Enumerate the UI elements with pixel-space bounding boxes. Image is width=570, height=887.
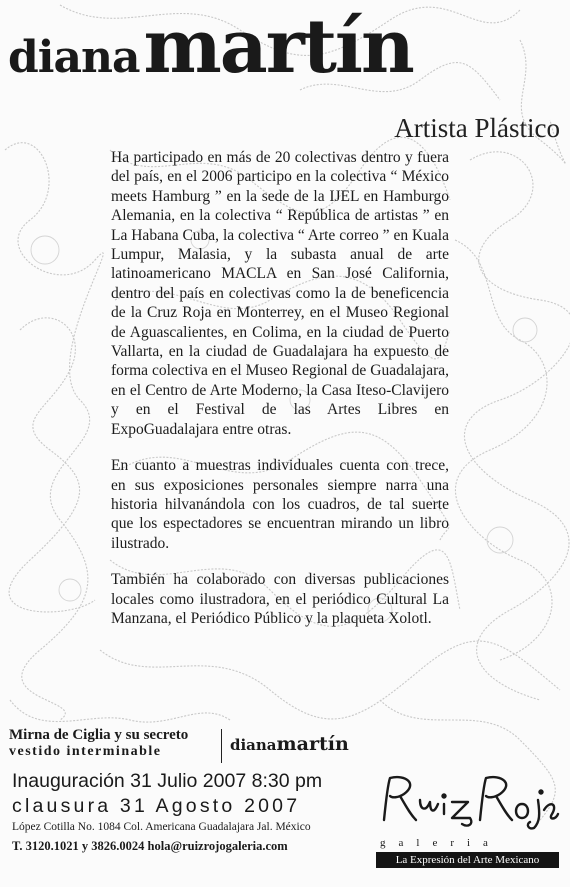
artist-subtitle: Artista Plástico xyxy=(394,113,560,143)
gallery-tagline: La Expresión del Arte Mexicano xyxy=(376,852,559,868)
biography-text xyxy=(111,148,449,645)
gallery-signature-logo xyxy=(376,770,560,830)
exhibition-artist-last: martín xyxy=(276,733,349,755)
exhibition-title-line-1: Mirna de Ciglia y su secreto xyxy=(9,727,189,743)
artist-last-name: martín xyxy=(143,4,413,90)
exhibition-artist-name xyxy=(230,733,349,755)
biography-paragraph: También ha colaborado con diversas publicaciones locales como ilustradora, en el periódico Cultural La Manzana, el Periódico Público y la plaqueta Xolotl. xyxy=(111,571,449,627)
gallery-contact: T. 3120.1021 y 3826.0024 hola@ruizrojogaleria.com xyxy=(12,839,288,853)
gallery-label: galeria xyxy=(380,837,501,849)
biography-paragraph: En cuanto a muestras individuales cuenta con trece, en sus exposiciones personales siempre narra una historia hilvanándola con los cuadros, de tal suerte que los espectadores se encuentran mirando un libro ilustrado. xyxy=(111,457,449,552)
closing-date: clausura 31 Agosto 2007 xyxy=(12,795,301,817)
biography-paragraph: Ha participado en más de 20 colectivas dentro y fuera del país, en el 2006 participo en la colectiva “ México meets Hamburg ” en la sede de la IJEL en Hamburgo Alemania, en la colectiva “ República de artistas ” en La Habana Cuba, la colectiva “ Arte correo ” en Kuala Lumpur, Malasia, y la subasta anual de arte latinoamericano MACLA en San José California, dentro del país en colectivas como la de beneficencia de la Cruz Roja en Monterrey, en el Museo Regional de Aguascalientes, en Colima, en la ciudad de Puerto Vallarta, en la ciudad de Guadalajara ha expuesto de forma colectiva en el Museo Regional de Guadalajara, en el Centro de Arte Moderno, la Casa Iteso-Clavijero y en el Festival de las Artes Libres en ExpoGuadalajara entre otras. xyxy=(111,149,449,438)
gallery-address: López Cotilla No. 1084 Col. Americana Guadalajara Jal. México xyxy=(12,821,311,833)
title-divider xyxy=(221,729,222,763)
exhibition-artist-first: diana xyxy=(230,736,277,754)
artist-first-name: diana xyxy=(8,32,140,83)
opening-date: Inauguración 31 Julio 2007 8:30 pm xyxy=(12,770,323,792)
exhibition-title-line-2: vestido interminable xyxy=(9,744,162,759)
artist-name-header xyxy=(8,4,413,90)
